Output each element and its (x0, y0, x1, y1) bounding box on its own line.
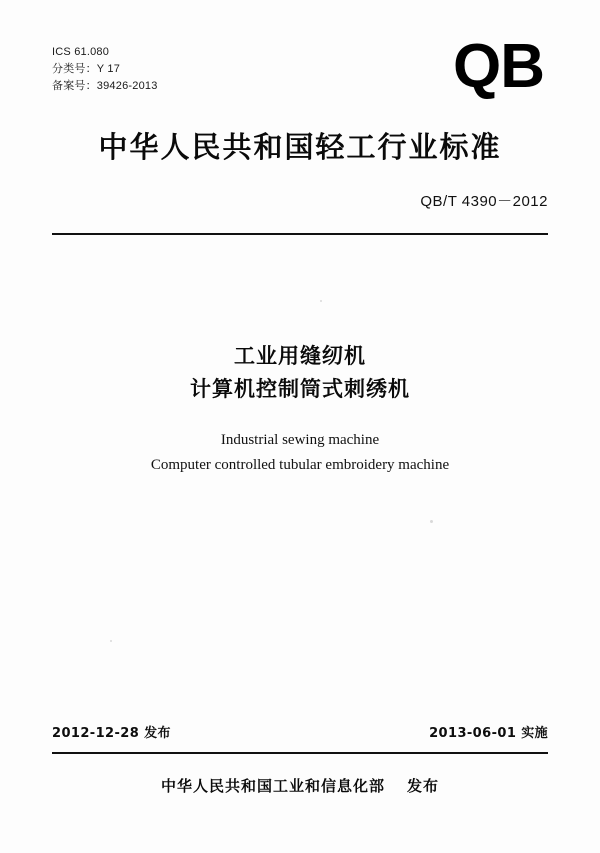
standard-number: QB/T 4390－2012 (420, 193, 548, 210)
effective-date: 2013-06-01 实施 (429, 726, 548, 741)
scan-speckle (110, 640, 112, 642)
issue-date: 2012-12-28 发布 (52, 726, 171, 741)
footer-divider (52, 752, 548, 754)
english-title-line-1: Industrial sewing machine (220, 432, 380, 448)
dates-row (52, 722, 548, 741)
record-number: 备案号：39426-2013 (52, 80, 158, 92)
page-title: 中华人民共和国轻工行业标准 (98, 130, 502, 164)
document-header (52, 32, 548, 101)
scan-speckle (430, 520, 433, 523)
title-block (0, 340, 600, 478)
header-divider (52, 233, 548, 235)
english-title-line-2: Computer controlled tubular embroidery machine (150, 457, 450, 473)
ics-block (52, 44, 158, 95)
chinese-title-line-1: 工业用缝纫机 (234, 344, 366, 368)
classification-number: 分类号：Y 17 (52, 63, 121, 75)
chinese-title-line-2: 计算机控制筒式刺绣机 (190, 377, 410, 401)
scan-speckle (320, 300, 322, 302)
ics-number: ICS 61.080 (52, 46, 110, 58)
issuer-name: 中华人民共和国工业和信息化部 (160, 777, 385, 795)
issuer-suffix: 发布 (407, 777, 440, 795)
qb-logo: QB (453, 32, 544, 101)
issuer-line (0, 775, 600, 796)
